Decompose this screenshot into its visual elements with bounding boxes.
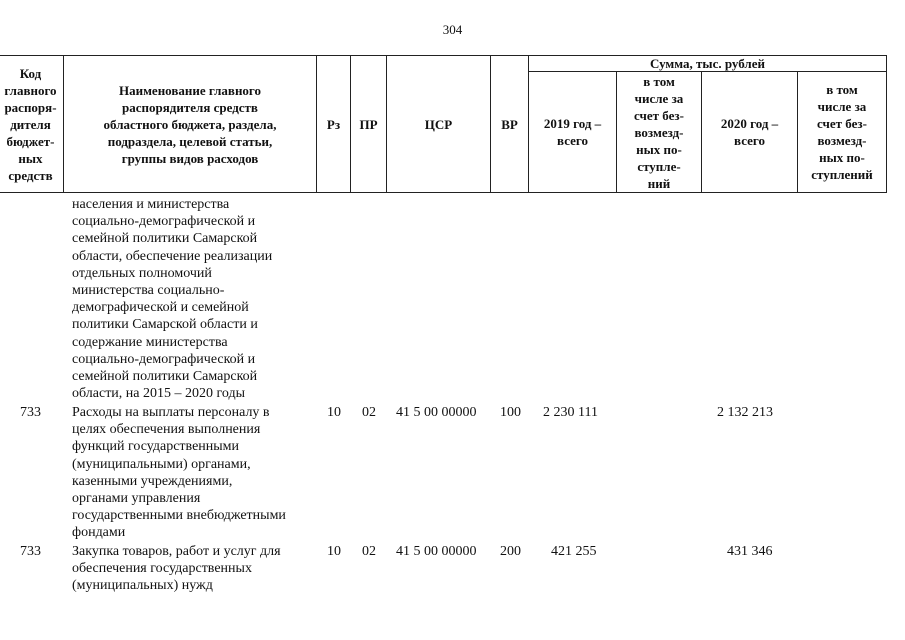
row-1-2020: 2 132 213: [717, 405, 773, 420]
row-1-vr: 100: [500, 405, 521, 420]
header-code: Код главного распоря- дителя бюджет- ных средств: [4, 65, 57, 183]
header-2020-free: в том числе за счет без- возмезд- ных по- ступлений: [811, 82, 873, 182]
header-2020: 2020 год – всего: [720, 116, 779, 148]
row-2-2019: 421 255: [551, 544, 597, 559]
table-header: [0, 55, 887, 193]
row-1-2019: 2 230 111: [543, 405, 598, 420]
row-2-name: Закупка товаров, работ и услуг для обеспечения государственных (муниципальных) нужд: [72, 544, 281, 594]
row-2-csr: 41 5 00 00000: [396, 544, 477, 559]
row-2-pr: 02: [362, 544, 376, 559]
row-2-vr: 200: [500, 544, 521, 559]
header-sum: Сумма, тыс. рублей: [650, 55, 765, 71]
row-2-code: 733: [20, 544, 41, 559]
row-2-rz: 10: [327, 544, 341, 559]
header-2019-free: в том числе за счет без- возмезд- ных по- ступле- ний: [634, 73, 684, 191]
header-vr: ВР: [501, 116, 518, 132]
row-1-pr: 02: [362, 405, 376, 420]
header-csr: ЦСР: [424, 116, 453, 132]
row-1-rz: 10: [327, 405, 341, 420]
header-2019: 2019 год – всего: [543, 116, 602, 148]
row-1-csr: 41 5 00 00000: [396, 405, 477, 420]
header-name: Наименование главного распорядителя средств областного бюджета, раздела, подраздела, целевой статьи, группы видов расходов: [103, 82, 277, 166]
continuation-text: населения и министерства социально-демографической и семейной политики Самарской области, обеспечение реализации отдельных полномочий министерства социально- демографической и семейной политики Самарской области и содержание министерства социально-демографической и семейной политики Самарской области, на 2015 – 2020 годы: [72, 197, 273, 402]
page-number: 304: [442, 22, 463, 37]
header-pr: ПР: [359, 116, 378, 132]
header-rz: Рз: [326, 116, 341, 132]
row-1-code: 733: [20, 405, 41, 420]
row-1-name: Расходы на выплаты персоналу в целях обеспечения выполнения функций государственными (муниципальными) органами, казенными учреждениями, органами управления государственными внебюджетными фондами: [72, 405, 286, 541]
row-2-2020: 431 346: [727, 544, 773, 559]
